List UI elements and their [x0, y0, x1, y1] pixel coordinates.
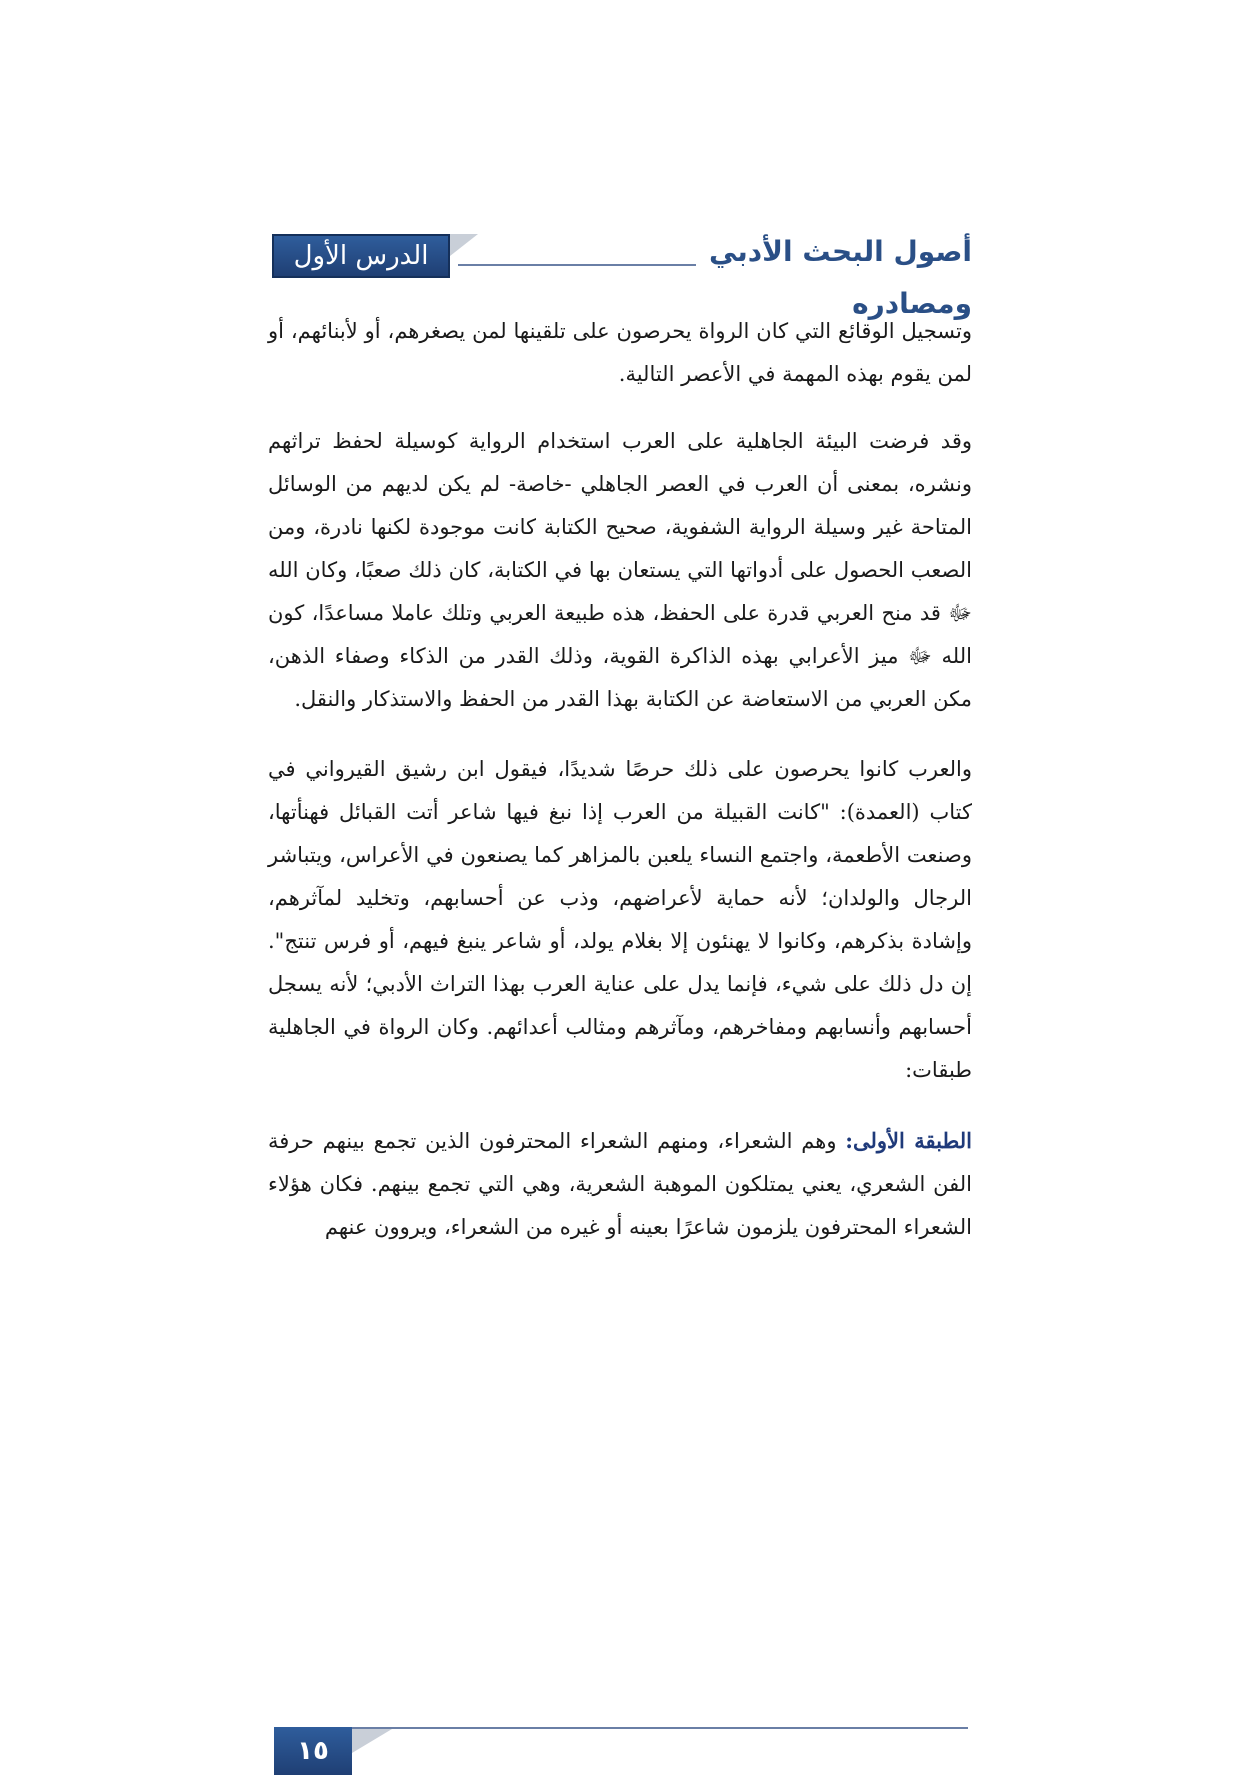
paragraph-1: وتسجيل الوقائع التي كان الرواة يحرصون على تلقينها لمن يصغرهم، أو لأبنائهم، أو لمن يقوم بهذه المهمة في الأعصر التالية.	[268, 319, 972, 386]
footer-divider-line	[352, 1727, 968, 1729]
badge-shadow-decoration	[450, 234, 478, 278]
paragraph-4	[268, 1119, 972, 1249]
first-class-term: الطبقة الأولى:	[845, 1128, 972, 1153]
page-header	[272, 226, 972, 320]
footer-shadow-decoration	[352, 1729, 392, 1753]
book-title: أصول البحث الأدبي ومصادره	[708, 235, 972, 320]
paragraph-3: والعرب كانوا يحرصون على ذلك حرصًا شديدًا، فيقول ابن رشيق القيرواني في كتاب (العمدة): "كانت القبيلة من العرب إذا نبغ فيها شاعر أتت القبائل فهنأتها، وصنعت الأطعمة، واجتمع النساء يلعبن بالمزاهر كما يصنعون في الأعراس، ويتباشر الرجال والولدان؛ لأنه حماية لأعراضهم، وذب عن أحسابهم، وتخليد لمآثرهم، وإشادة بذكرهم، وكانوا لا يهنئون إلا بغلام يولد، أو شاعر ينبغ فيهم، أو فرس تنتج". إن دل ذلك على شيء، فإنما يدل على عناية العرب بهذا التراث الأدبي؛ لأنه يسجل أحسابهم وأنسابهم ومفاخرهم، ومآثرهم ومثالب أعدائهم. وكان الرواة في الجاهلية طبقات:	[268, 757, 972, 1082]
header-divider-line	[458, 264, 696, 266]
lesson-badge: الدرس الأول	[272, 234, 450, 278]
paragraph-2: وقد فرضت البيئة الجاهلية على العرب استخدام الرواية كوسيلة لحفظ تراثهم ونشره، بمعنى أن العرب في العصر الجاهلي -خاصة- لم يكن لديهم من الوسائل المتاحة غير وسيلة الرواية الشفوية، صحيح الكتابة كانت موجودة لكنها نادرة، ومن الصعب الحصول على أدواتها التي يستعان بها في الكتابة، كان ذلك صعبًا، وكان الله ﷻ قد منح العربي قدرة على الحفظ، هذه طبيعة العربي وتلك عاملا مساعدًا، كون الله ﷻ ميز الأعرابي بهذه الذاكرة القوية، وذلك القدر من الذكاء وصفاء الذهن، مكن العربي من الاستعاضة عن الكتابة بهذا القدر من الحفظ والاستذكار والنقل.	[268, 429, 972, 711]
page-number: ١٥	[274, 1727, 352, 1775]
paragraph-4-text: وهم الشعراء، ومنهم الشعراء المحترفون الذين تجمع بينهم حرفة الفن الشعري، يعني يمتلكون الموهبة الشعرية، وهي التي تجمع بينهم. فكان هؤلاء الشعراء المحترفون يلزمون شاعرًا بعينه أو غيره من الشعراء، ويروون عنهم	[268, 1129, 972, 1239]
page-body	[268, 310, 972, 1276]
